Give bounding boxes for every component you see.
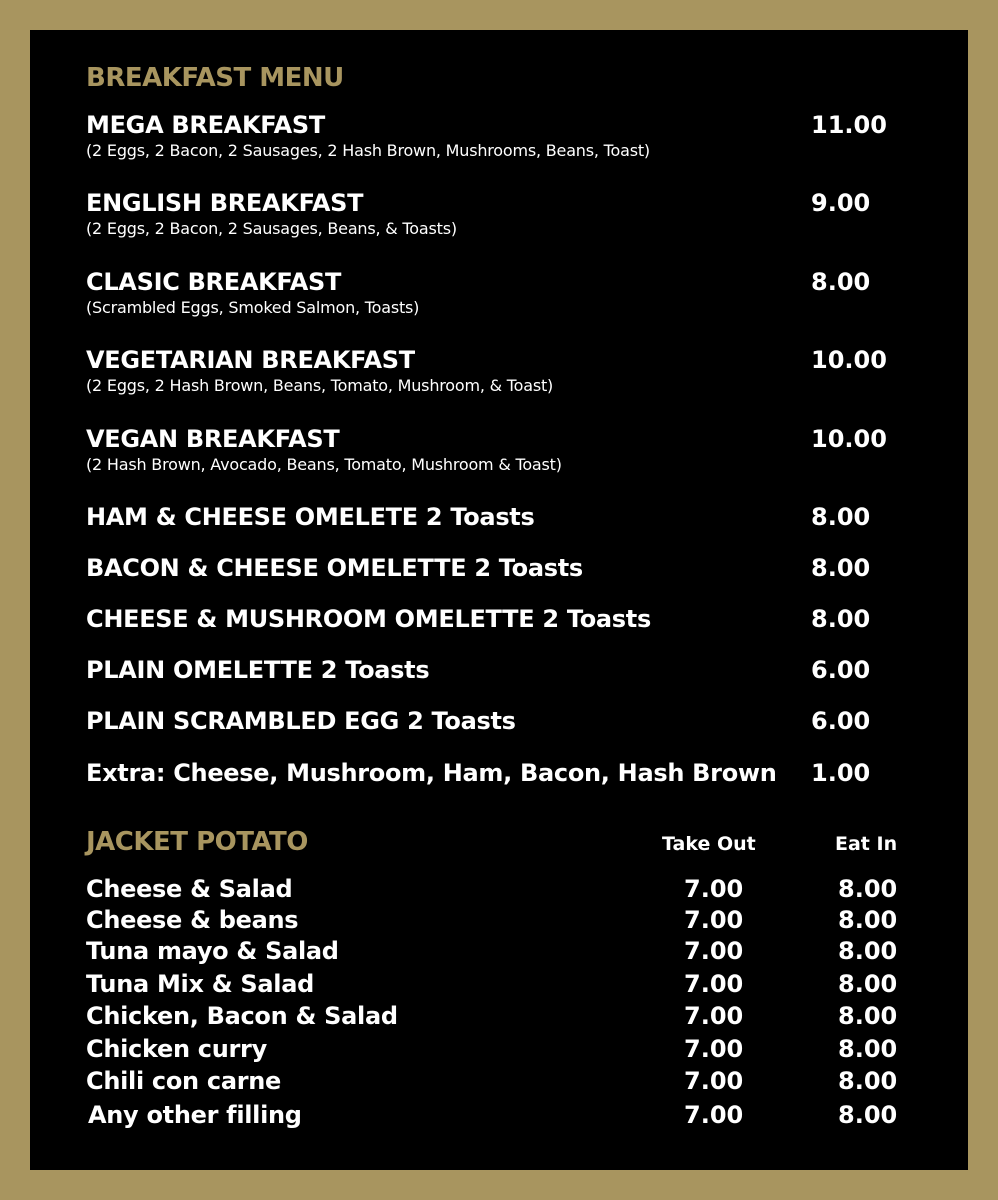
menu-item-name: ENGLISH BREAKFAST [86, 189, 364, 217]
menu-item [86, 268, 906, 317]
eat-in-price: 8.00 [838, 875, 898, 903]
menu-item-price: 6.00 [811, 656, 871, 684]
table-row [86, 1101, 906, 1134]
eat-in-price: 8.00 [838, 1002, 898, 1030]
jacket-item-name: Cheese & beans [86, 906, 299, 934]
take-out-price: 7.00 [684, 906, 744, 934]
menu-item-name: CLASIC BREAKFAST [86, 268, 342, 296]
take-out-price: 7.00 [684, 875, 744, 903]
menu-item-extras [86, 759, 906, 787]
menu-item-name: CHEESE & MUSHROOM OMELETTE 2 Toasts [86, 605, 651, 633]
menu-item-description: (Scrambled Eggs, Smoked Salmon, Toasts) [86, 298, 420, 317]
jacket-item-name: Chicken curry [86, 1035, 267, 1063]
menu-item-name: MEGA BREAKFAST [86, 111, 325, 139]
menu-item-price: 8.00 [811, 268, 871, 296]
jacket-item-name: Tuna Mix & Salad [86, 970, 314, 998]
eat-in-price: 8.00 [838, 1067, 898, 1095]
menu-board [30, 30, 968, 1170]
menu-item-price: 11.00 [811, 111, 887, 139]
eat-in-price: 8.00 [838, 1035, 898, 1063]
table-row [86, 906, 906, 939]
menu-item [86, 189, 906, 238]
eat-in-column-header: Eat In [835, 833, 898, 855]
menu-item-description: (2 Eggs, 2 Bacon, 2 Sausages, Beans, & Toasts) [86, 219, 457, 238]
breakfast-menu-title: BREAKFAST MENU [86, 63, 344, 93]
menu-item [86, 605, 906, 633]
take-out-price: 7.00 [684, 1101, 744, 1129]
menu-item-price: 9.00 [811, 189, 871, 217]
eat-in-price: 8.00 [838, 1101, 898, 1129]
table-row [86, 1035, 906, 1068]
table-row [86, 875, 906, 908]
menu-item-name: VEGAN BREAKFAST [86, 425, 340, 453]
jacket-item-name: Chicken, Bacon & Salad [86, 1002, 398, 1030]
menu-item-price: 1.00 [811, 759, 871, 787]
menu-item-price: 8.00 [811, 605, 871, 633]
menu-item-description: (2 Eggs, 2 Bacon, 2 Sausages, 2 Hash Brown, Mushrooms, Beans, Toast) [86, 141, 650, 160]
jacket-item-name: Any other filling [88, 1101, 302, 1129]
take-out-column-header: Take Out [662, 833, 756, 855]
eat-in-price: 8.00 [838, 906, 898, 934]
take-out-price: 7.00 [684, 1035, 744, 1063]
menu-item-name: Extra: Cheese, Mushroom, Ham, Bacon, Hash Brown [86, 759, 777, 787]
menu-item-price: 8.00 [811, 554, 871, 582]
menu-item-name: PLAIN OMELETTE 2 Toasts [86, 656, 430, 684]
jacket-potato-title: JACKET POTATO [86, 827, 308, 857]
take-out-price: 7.00 [684, 970, 744, 998]
menu-item-description: (2 Hash Brown, Avocado, Beans, Tomato, Mushroom & Toast) [86, 455, 562, 474]
take-out-price: 7.00 [684, 1067, 744, 1095]
menu-item [86, 503, 906, 531]
menu-item [86, 425, 906, 474]
table-row [86, 1002, 906, 1035]
jacket-item-name: Cheese & Salad [86, 875, 293, 903]
menu-item-price: 6.00 [811, 707, 871, 735]
menu-item-price: 10.00 [811, 346, 887, 374]
menu-item-description: (2 Eggs, 2 Hash Brown, Beans, Tomato, Mushroom, & Toast) [86, 376, 554, 395]
menu-item [86, 707, 906, 735]
take-out-price: 7.00 [684, 937, 744, 965]
take-out-price: 7.00 [684, 1002, 744, 1030]
table-row [86, 970, 906, 1003]
menu-item-name: PLAIN SCRAMBLED EGG 2 Toasts [86, 707, 516, 735]
jacket-item-name: Chili con carne [86, 1067, 282, 1095]
menu-item [86, 346, 906, 395]
menu-item-price: 10.00 [811, 425, 887, 453]
eat-in-price: 8.00 [838, 937, 898, 965]
menu-item-price: 8.00 [811, 503, 871, 531]
menu-item-name: HAM & CHEESE OMELETE 2 Toasts [86, 503, 535, 531]
menu-item [86, 111, 906, 160]
menu-item-name: VEGETARIAN BREAKFAST [86, 346, 415, 374]
menu-item [86, 656, 906, 684]
jacket-item-name: Tuna mayo & Salad [86, 937, 339, 965]
menu-item-name: BACON & CHEESE OMELETTE 2 Toasts [86, 554, 583, 582]
eat-in-price: 8.00 [838, 970, 898, 998]
menu-item [86, 554, 906, 582]
table-row [86, 1067, 906, 1100]
table-row [86, 937, 906, 970]
